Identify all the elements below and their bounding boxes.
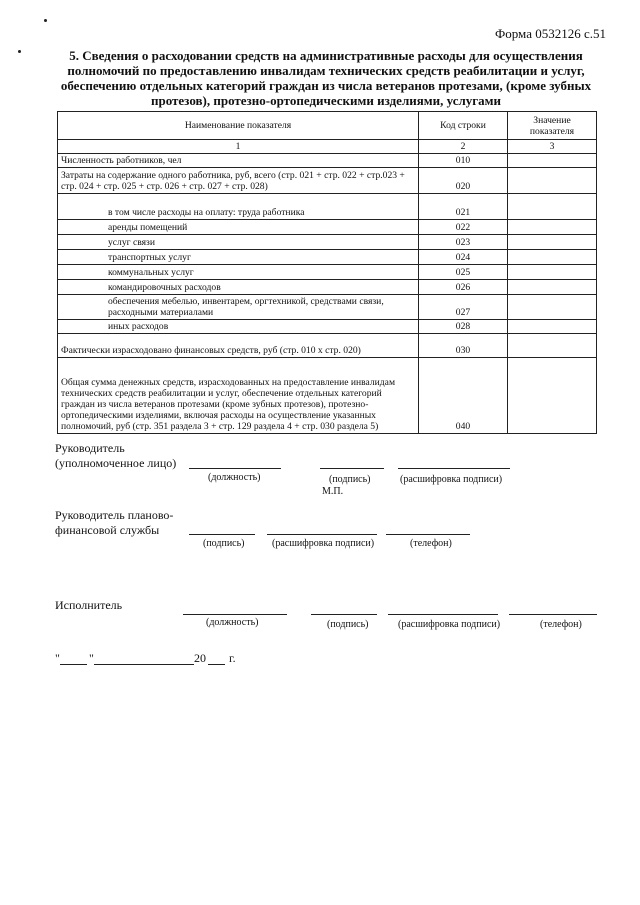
head-position-line: [189, 468, 281, 469]
row-code: 030: [419, 334, 508, 358]
row-value: [508, 320, 597, 334]
finance-phone-line: [386, 534, 470, 535]
date-suffix: г.: [229, 651, 236, 665]
row-code: 010: [419, 154, 508, 168]
title-line: обеспечению отдельных категорий граждан из числа ветеранов протезами, (кроме зубных: [60, 78, 592, 93]
row-name: в том числе расходы на оплату: труда работника: [58, 194, 419, 220]
table-header-row: [58, 112, 597, 140]
row-code: 022: [419, 220, 508, 235]
row-code: 024: [419, 250, 508, 265]
row-name: Затраты на содержание одного работника, руб, всего (стр. 021 + стр. 022 + стр.023 + стр. 024 + стр. 025 + стр. 026 + стр. 027 + стр. 028): [58, 168, 419, 194]
row-value: [508, 220, 597, 235]
head-signature-line: [320, 468, 384, 469]
table-row: [58, 168, 597, 194]
title-line: полномочий по предоставлению инвалидам технических средств реабилитации и услуг,: [67, 63, 585, 78]
date-close-quote: ": [89, 651, 94, 665]
executor-signature-line: [311, 614, 377, 615]
header-name: Наименование показателя: [58, 112, 419, 140]
row-name: услуг связи: [58, 235, 419, 250]
row-name: аренды помещений: [58, 220, 419, 235]
table-row: [58, 265, 597, 280]
head-label: Руководитель: [55, 441, 125, 455]
table-row: [58, 358, 597, 434]
finance-signature-caption: (подпись): [203, 538, 245, 549]
row-value: [508, 235, 597, 250]
executor-signature-caption: (подпись): [327, 619, 369, 630]
row-code: 023: [419, 235, 508, 250]
row-name: Численность работников, чел: [58, 154, 419, 168]
date-year-prefix: 20: [194, 651, 206, 665]
executor-label: Исполнитель: [55, 598, 123, 612]
head-decoding-line: [398, 468, 510, 469]
stamp-label: М.П.: [322, 486, 344, 497]
row-value: [508, 295, 597, 320]
date-open-quote: ": [55, 651, 60, 665]
table-row: [58, 220, 597, 235]
head-label-sub: (уполномоченное лицо): [55, 456, 177, 470]
executor-position-line: [183, 614, 287, 615]
row-name: иных расходов: [58, 320, 419, 334]
row-value: [508, 250, 597, 265]
row-code: 040: [419, 358, 508, 434]
table-row: [58, 320, 597, 334]
finance-label-sub: финансовой службы: [55, 523, 160, 537]
row-code: 028: [419, 320, 508, 334]
row-code: 020: [419, 168, 508, 194]
row-name: обеспечения мебелью, инвентарем, оргтехникой, средствами связи, расходными материалами: [58, 295, 419, 320]
column-number: 3: [508, 140, 597, 154]
table-row: [58, 250, 597, 265]
column-number: 1: [58, 140, 419, 154]
row-code: 027: [419, 295, 508, 320]
table-row: [58, 235, 597, 250]
table-row: [58, 295, 597, 320]
table-row: [58, 194, 597, 220]
row-code: 021: [419, 194, 508, 220]
title-line: протезов), протезно-ортопедическими изделиями, услугами: [150, 93, 502, 108]
expenses-table: [57, 111, 597, 434]
row-name: Фактически израсходовано финансовых средств, руб (стр. 010 х стр. 020): [58, 334, 419, 358]
row-value: [508, 265, 597, 280]
finance-decoding-line: [267, 534, 377, 535]
row-name: Общая сумма денежных средств, израсходованных на предоставление инвалидам технических средств реабилитации и услуг, обеспечение отдельных категорий граждан из числа ветеранов протезами (кроме зубных протезов), протезно-ортопедическими изделиями, включая расходы на осуществление указанных полномочий, руб (стр. 351 раздела 3 + стр. 129 раздела 4 + стр. 030 раздела 5): [58, 358, 419, 434]
head-decoding-caption: (расшифровка подписи): [400, 474, 503, 485]
finance-label: Руководитель планово-: [55, 508, 174, 522]
column-number: 2: [419, 140, 508, 154]
head-signature-caption: (подпись): [329, 474, 371, 485]
row-value: [508, 280, 597, 295]
scan-dot: [44, 19, 47, 22]
date-day-line: [60, 664, 87, 665]
row-value: [508, 358, 597, 434]
row-value: [508, 194, 597, 220]
row-value: [508, 334, 597, 358]
row-code: 025: [419, 265, 508, 280]
table-number-row: [58, 140, 597, 154]
header-value: Значение показателя: [508, 112, 597, 140]
row-name: командировочных расходов: [58, 280, 419, 295]
header-code: Код строки: [419, 112, 508, 140]
form-code: Форма 0532126 с.51: [494, 26, 606, 41]
executor-decoding-caption: (расшифровка подписи): [398, 619, 501, 630]
row-name: коммунальных услуг: [58, 265, 419, 280]
title-line: 5. Сведения о расходовании средств на административные расходы для осуществления: [69, 48, 583, 63]
finance-phone-caption: (телефон): [410, 538, 452, 549]
table-row: [58, 154, 597, 168]
row-name: транспортных услуг: [58, 250, 419, 265]
finance-signature-line: [189, 534, 255, 535]
row-value: [508, 154, 597, 168]
row-code: 026: [419, 280, 508, 295]
head-position-caption: (должность): [208, 472, 261, 483]
table-row: [58, 334, 597, 358]
date-month-line: [94, 664, 194, 665]
executor-decoding-line: [388, 614, 498, 615]
finance-decoding-caption: (расшифровка подписи): [272, 538, 375, 549]
executor-phone-caption: (телефон): [540, 619, 582, 630]
executor-position-caption: (должность): [206, 617, 259, 628]
executor-phone-line: [509, 614, 597, 615]
table-row: [58, 280, 597, 295]
date-year-line: [208, 664, 225, 665]
section-title: [52, 48, 600, 108]
scan-dot: [18, 50, 21, 53]
row-value: [508, 168, 597, 194]
